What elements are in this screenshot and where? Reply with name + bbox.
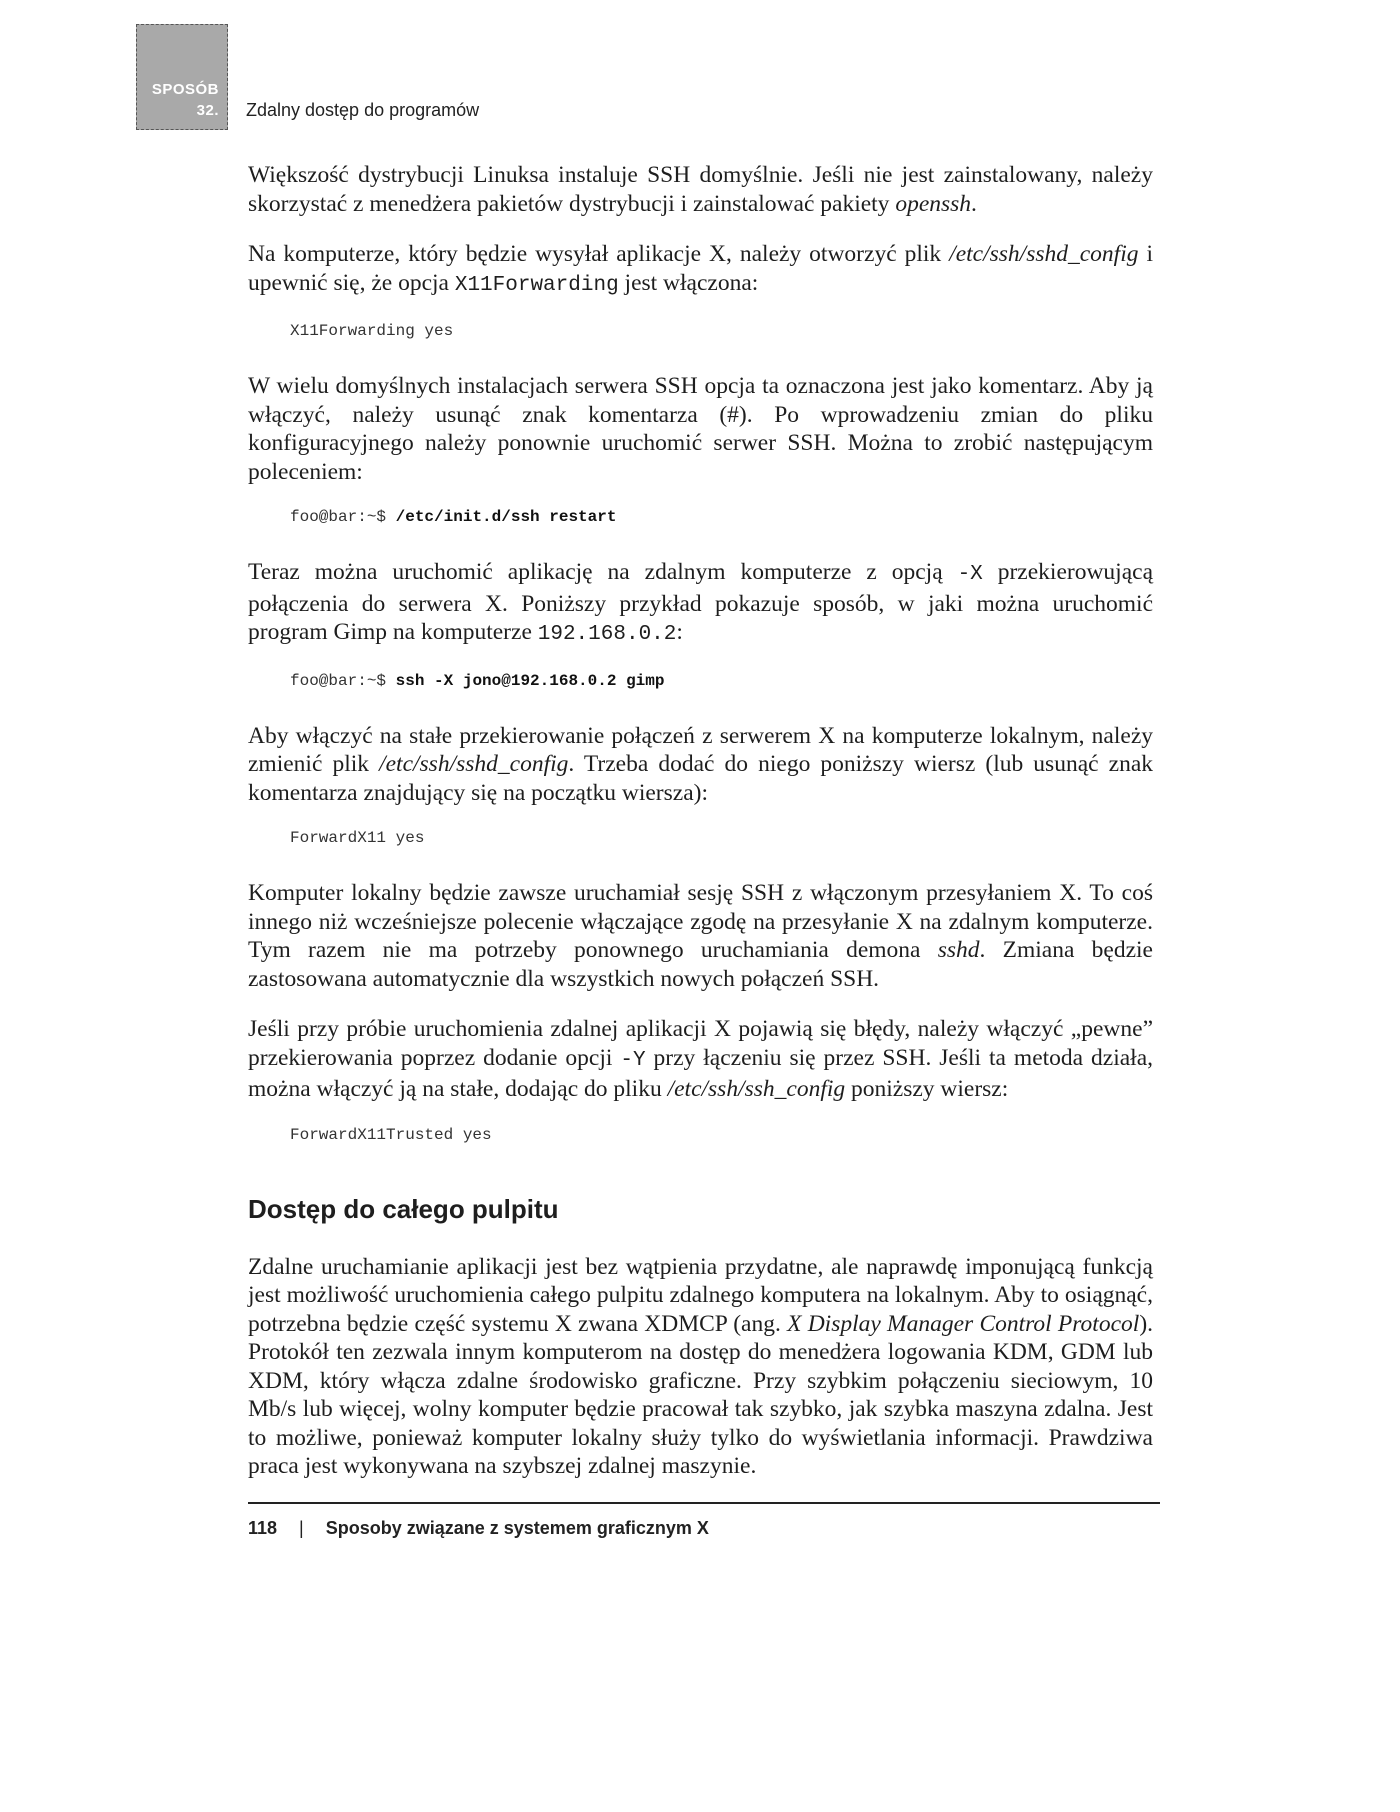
inline-code: X11Forwarding [454, 273, 619, 297]
section-heading: Dostęp do całego pulpitu [248, 1193, 559, 1224]
section-badge-number: 32. [196, 102, 219, 119]
paragraph-6: Komputer lokalny będzie zawsze uruchamiał sesję SSH z włączonym przesyłaniem X. To coś innego niż wcześniejsze polecenie włączające zgodę na przesyłanie X na zdalnym komputerze. Tym razem nie ma potrzeby ponownego uruchamiania demona sshd. Zmiana będzie zastosowana automatycznie dla wszystkich nowych połączeń SSH. [248, 880, 1153, 992]
code-block-4: ForwardX11 yes [290, 829, 425, 847]
footer-separator: | [299, 1518, 304, 1538]
file-path: /etc/ssh/ssh_config [667, 1076, 846, 1102]
inline-code: 192.168.0.2 [537, 623, 677, 646]
code-block-3: foo@bar:~$ ssh -X jono@192.168.0.2 gimp [290, 671, 665, 690]
paragraph-8: Zdalne uruchamianie aplikacji jest bez wątpienia przydatne, ale naprawdę imponującą funkcją jest możliwość uruchomienia całego pulpitu zdalnego komputera na lokalnym. Aby to osiągnąć, potrzebna będzie część systemu X zwana XDMCP (ang. X Display Manager Control Protocol). Protokół ten zezwala innym komputerom na dostęp do menedżera logowania KDM, GDM lub XDM, który włącza zdalne środowisko graficzne. Przy szybkim połączeniu sieciowym, 10 Mb/s lub więcej, wolny komputer będzie pracował tak szybko, jak szybka maszyna zdalna. Jest to możliwe, ponieważ komputer lokalny służy tylko do wyświetlania informacji. Prawdziwa praca jest wykonywana na szybszej zdalnej maszynie. [248, 1253, 1154, 1479]
paragraph-2: Na komputerze, który będzie wysyłał aplikacje X, należy otworzyć plik /etc/ssh/sshd_config i upewnić się, że opcja X11Forwarding jest włączona: [248, 241, 1154, 297]
code-block-2: foo@bar:~$ /etc/init.d/ssh restart [290, 508, 617, 526]
paragraph-7: Jeśli przy próbie uruchomienia zdalnej aplikacji X pojawią się błędy, należy włączyć „pewne” przekierowania poprzez dodanie opcji -Y przy łączeniu się przez SSH. Jeśli ta metoda działa, można włączyć ją na stałe, dodając do pliku /etc/ssh/ssh_config poniższy wiersz: [248, 1016, 1154, 1102]
paragraph-4: Teraz można uruchomić aplikację na zdalnym komputerze z opcją -X przekierowującą połączenia do serwera X. Poniższy przykład pokazuje sposób, w jaki można uruchomić program Gimp na komputerze 192.168.0.2: [248, 559, 1153, 646]
file-path: /etc/ssh/sshd_config [379, 751, 569, 777]
chapter-title: Sposoby związane z systemem graficznym X [325, 1518, 709, 1538]
page-footer [248, 1518, 709, 1539]
section-badge [136, 24, 228, 130]
running-title: Zdalny dostęp do programów [246, 100, 480, 120]
page-number: 118 [248, 1518, 278, 1538]
file-path: /etc/ssh/sshd_config [949, 241, 1139, 267]
inline-code: -Y [620, 1048, 646, 1072]
page-body [248, 161, 1153, 1503]
inline-code: -X [957, 563, 983, 586]
paragraph-1: Większość dystrybucji Linuksa instaluje SSH domyślnie. Jeśli nie jest zainstalowany, należy skorzystać z menedżera pakietów dystrybucji i zainstalować pakiety openssh. [248, 162, 1153, 217]
paragraph-5: Aby włączyć na stałe przekierowanie połączeń z serwerem X na komputerze lokalnym, należy zmienić plik /etc/ssh/sshd_config. Trzeba dodać do niego poniższy wiersz (lub usunąć znak komentarza znajdujący się na początku wiersza): [248, 722, 1153, 806]
section-badge-label: SPOSÓB [151, 81, 219, 98]
code-block-5: ForwardX11Trusted yes [290, 1125, 492, 1144]
code-block-1: X11Forwarding yes [290, 322, 454, 340]
footer-rule [248, 1502, 1160, 1504]
paragraph-3: W wielu domyślnych instalacjach serwera SSH opcja ta oznaczona jest jako komentarz. Aby ją włączyć, należy usunąć znak komentarza (#). Po wprowadzeniu zmian do pliku konfiguracyjnego należy ponownie uruchomić serwer SSH. Można to zrobić następującym poleceniem: [248, 373, 1153, 485]
